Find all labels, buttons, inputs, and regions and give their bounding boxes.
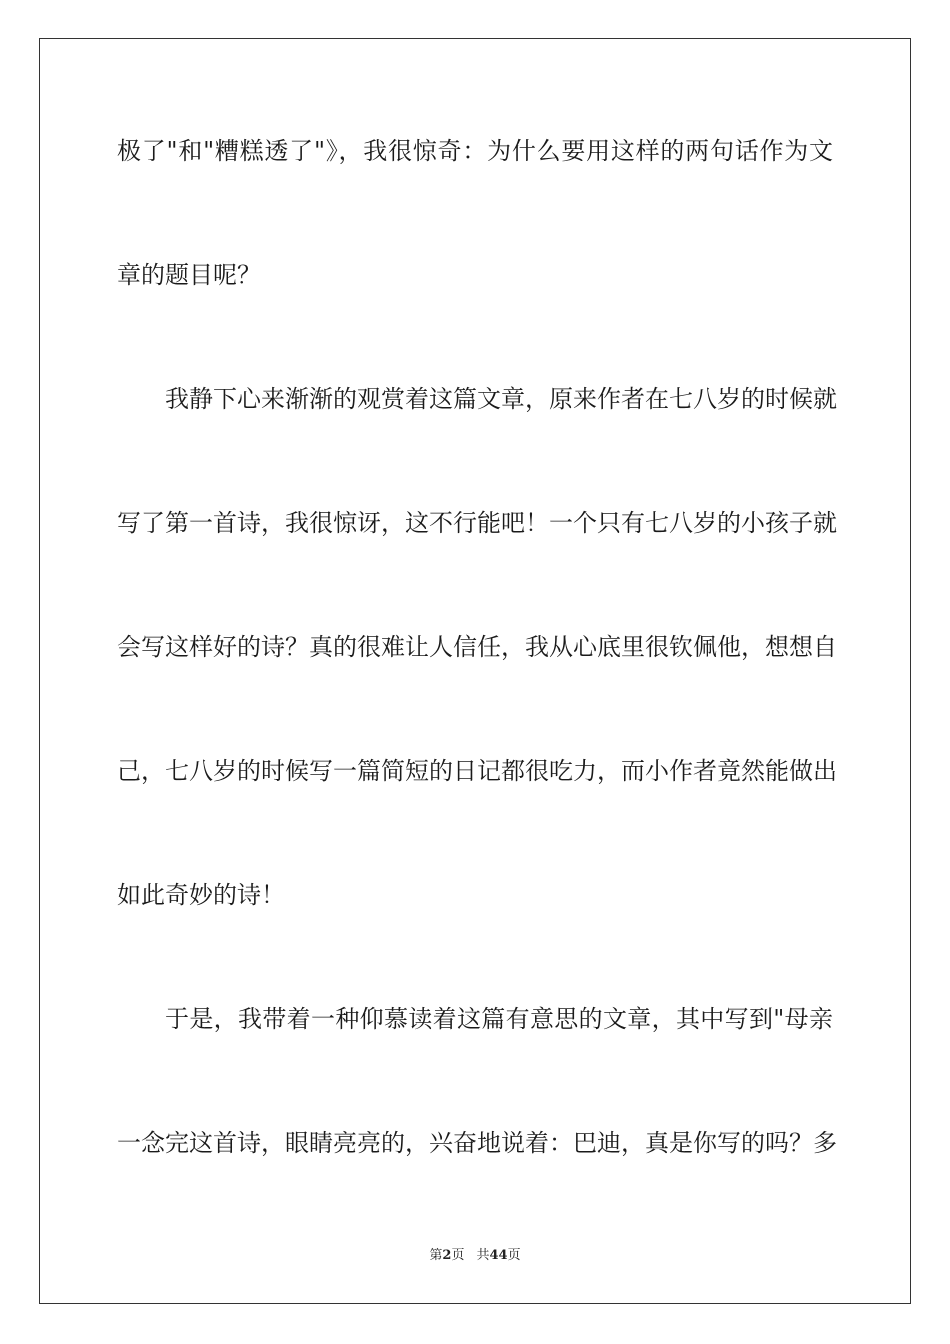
text-line: 于是，我带着一种仰慕读着这篇有意思的文章，其中写到"母亲 bbox=[165, 1005, 833, 1033]
footer-total-prefix: 共 bbox=[476, 1248, 490, 1263]
text-line: 会写这样好的诗？真的很难让人信任，我从心底里很钦佩他，想想自 bbox=[117, 633, 837, 661]
page-footer bbox=[0, 1247, 950, 1265]
text-line: 己，七八岁的时候写一篇简短的日记都很吃力，而小作者竟然能做出 bbox=[117, 757, 837, 785]
text-line: 我静下心来渐渐的观赏着这篇文章，原来作者在七八岁的时候就 bbox=[165, 385, 837, 413]
text-line: 极了"和"糟糕透了"》，我很惊奇：为什么要用这样的两句话作为文 bbox=[117, 137, 833, 165]
footer-total-suffix: 页 bbox=[507, 1248, 521, 1263]
text-line: 一念完这首诗，眼睛亮亮的，兴奋地说着：巴迪，真是你写的吗？多 bbox=[117, 1129, 837, 1157]
footer-page-suffix: 页 bbox=[451, 1248, 465, 1263]
footer-prefix: 第 bbox=[429, 1248, 443, 1263]
page-border bbox=[39, 38, 911, 1304]
text-line: 写了第一首诗，我很惊讶，这不行能吧！一个只有七八岁的小孩子就 bbox=[117, 509, 837, 537]
current-page-number: 2 bbox=[442, 1248, 452, 1263]
text-line: 章的题目呢？ bbox=[117, 261, 261, 289]
text-line: 如此奇妙的诗！ bbox=[117, 881, 285, 909]
total-page-count: 44 bbox=[489, 1248, 508, 1263]
